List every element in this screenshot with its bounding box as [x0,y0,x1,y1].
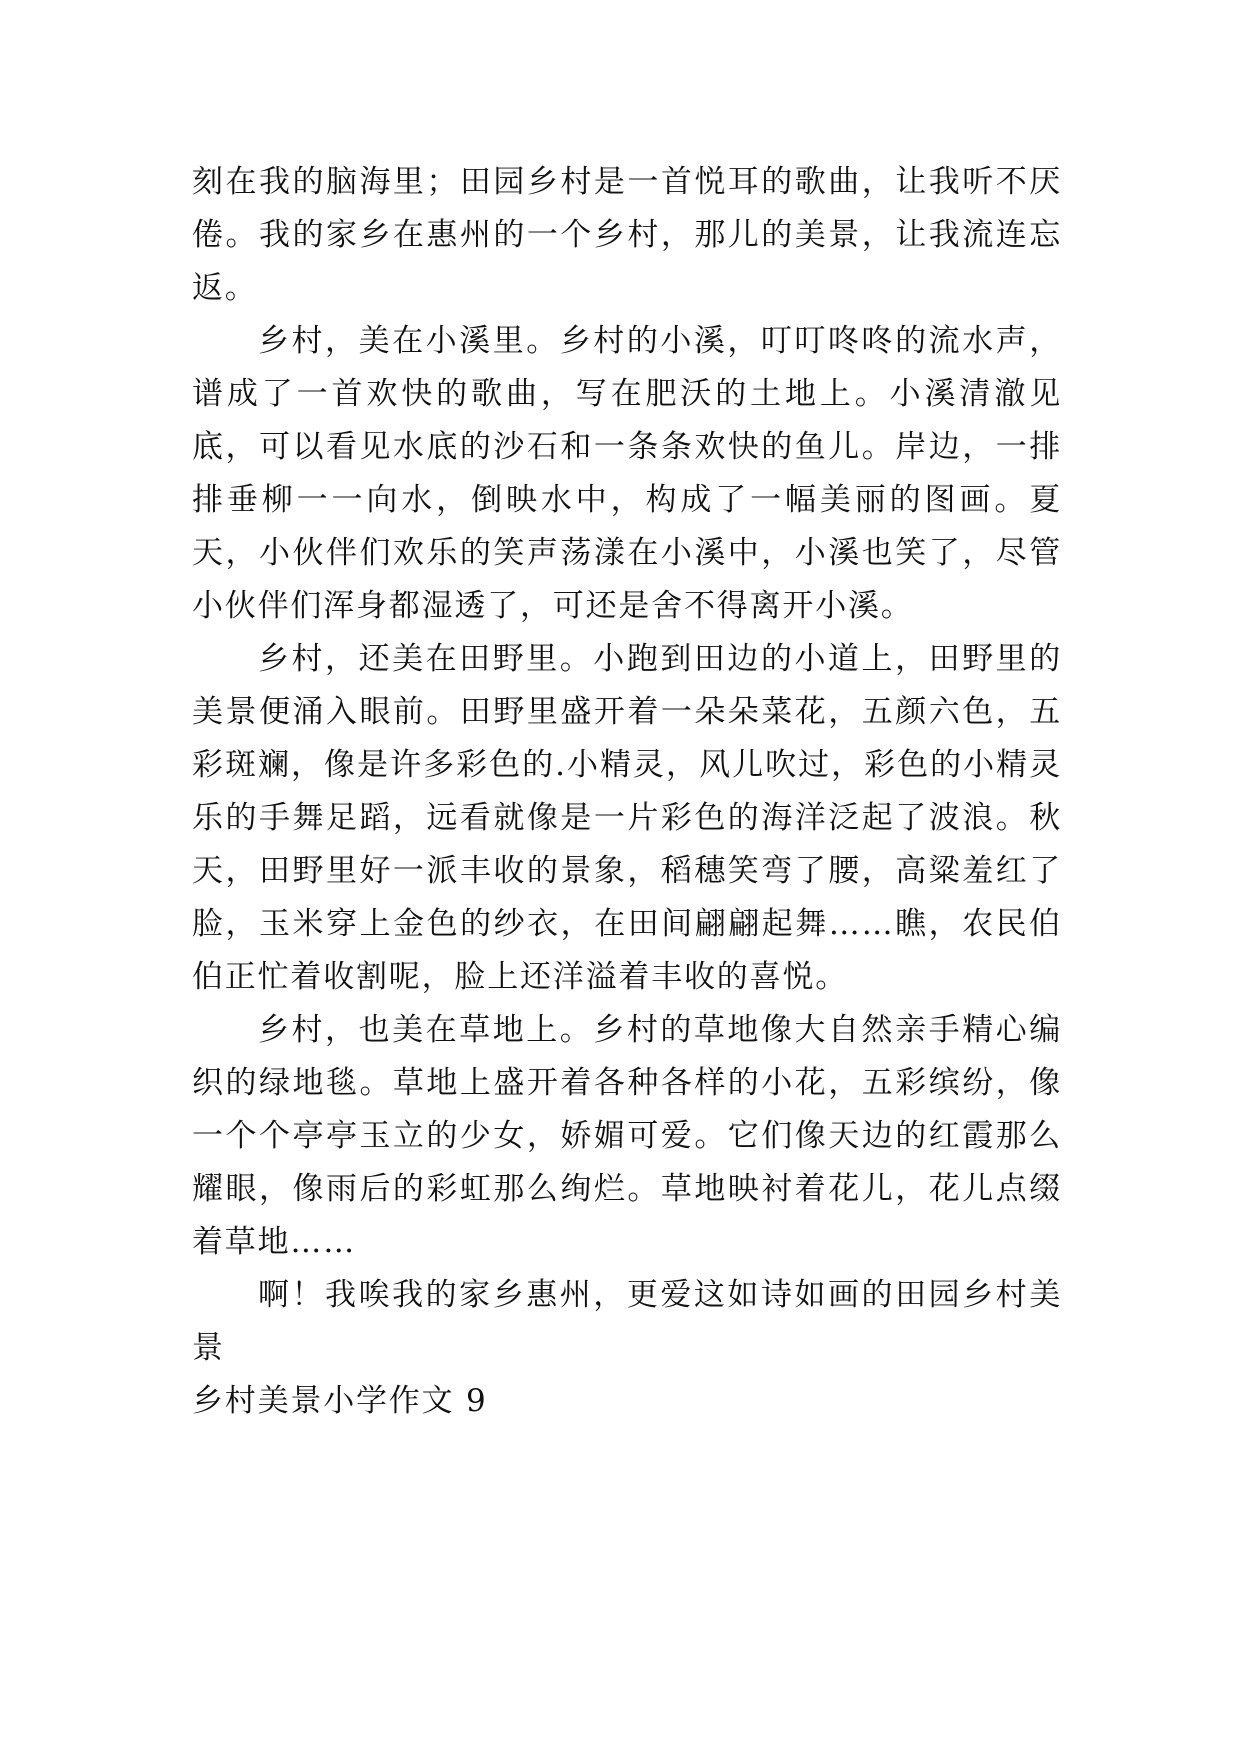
paragraph-continuation: 刻在我的脑海里；田园乡村是一首悦耳的歌曲，让我听不厌倦。我的家乡在惠州的一个乡村，那儿的美景，让我流连忘返。 [192,164,1062,306]
document-page [192,156,1062,1428]
paragraph-closing: 啊！我唉我的家乡惠州，更爱这如诗如画的田园乡村美景 [192,1277,1062,1366]
paragraph-fields: 乡村，还美在田野里。小跑到田边的小道上，田野里的美景便涌入眼前。田野里盛开着一朵朵菜花，五颜六色，五彩斑斓，像是许多彩色的.小精灵，风儿吹过，彩色的小精灵乐的手舞足蹈，远看就像是一片彩色的海洋泛起了波浪。秋天，田野里好一派丰收的景象，稻穗笑弯了腰，高粱羞红了脸，玉米穿上金色的纱衣，在田间翩翩起舞……瞧，农民伯伯正忙着收割呢，脸上还洋溢着丰收的喜悦。 [192,641,1062,995]
paragraph-meadow: 乡村，也美在草地上。乡村的草地像大自然亲手精心编织的绿地毯。草地上盛开着各种各样的小花，五彩缤纷，像一个个亭亭玉立的少女，娇媚可爱。它们像天边的红霞那么耀眼，像雨后的彩虹那么绚烂。草地映衬着花儿，花儿点缀着草地…… [192,1012,1062,1260]
essay-title: 乡村美景小学作文 9 [192,1383,488,1419]
paragraph-stream: 乡村，美在小溪里。乡村的小溪，叮叮咚咚的流水声，谱成了一首欢快的歌曲，写在肥沃的土地上。小溪清澈见底，可以看见水底的沙石和一条条欢快的鱼儿。岸边，一排排垂柳一一向水，倒映水中，构成了一幅美丽的图画。夏天，小伙伴们欢乐的笑声荡漾在小溪中，小溪也笑了，尽管小伙伴们浑身都湿透了，可还是舍不得离开小溪。 [192,323,1062,624]
